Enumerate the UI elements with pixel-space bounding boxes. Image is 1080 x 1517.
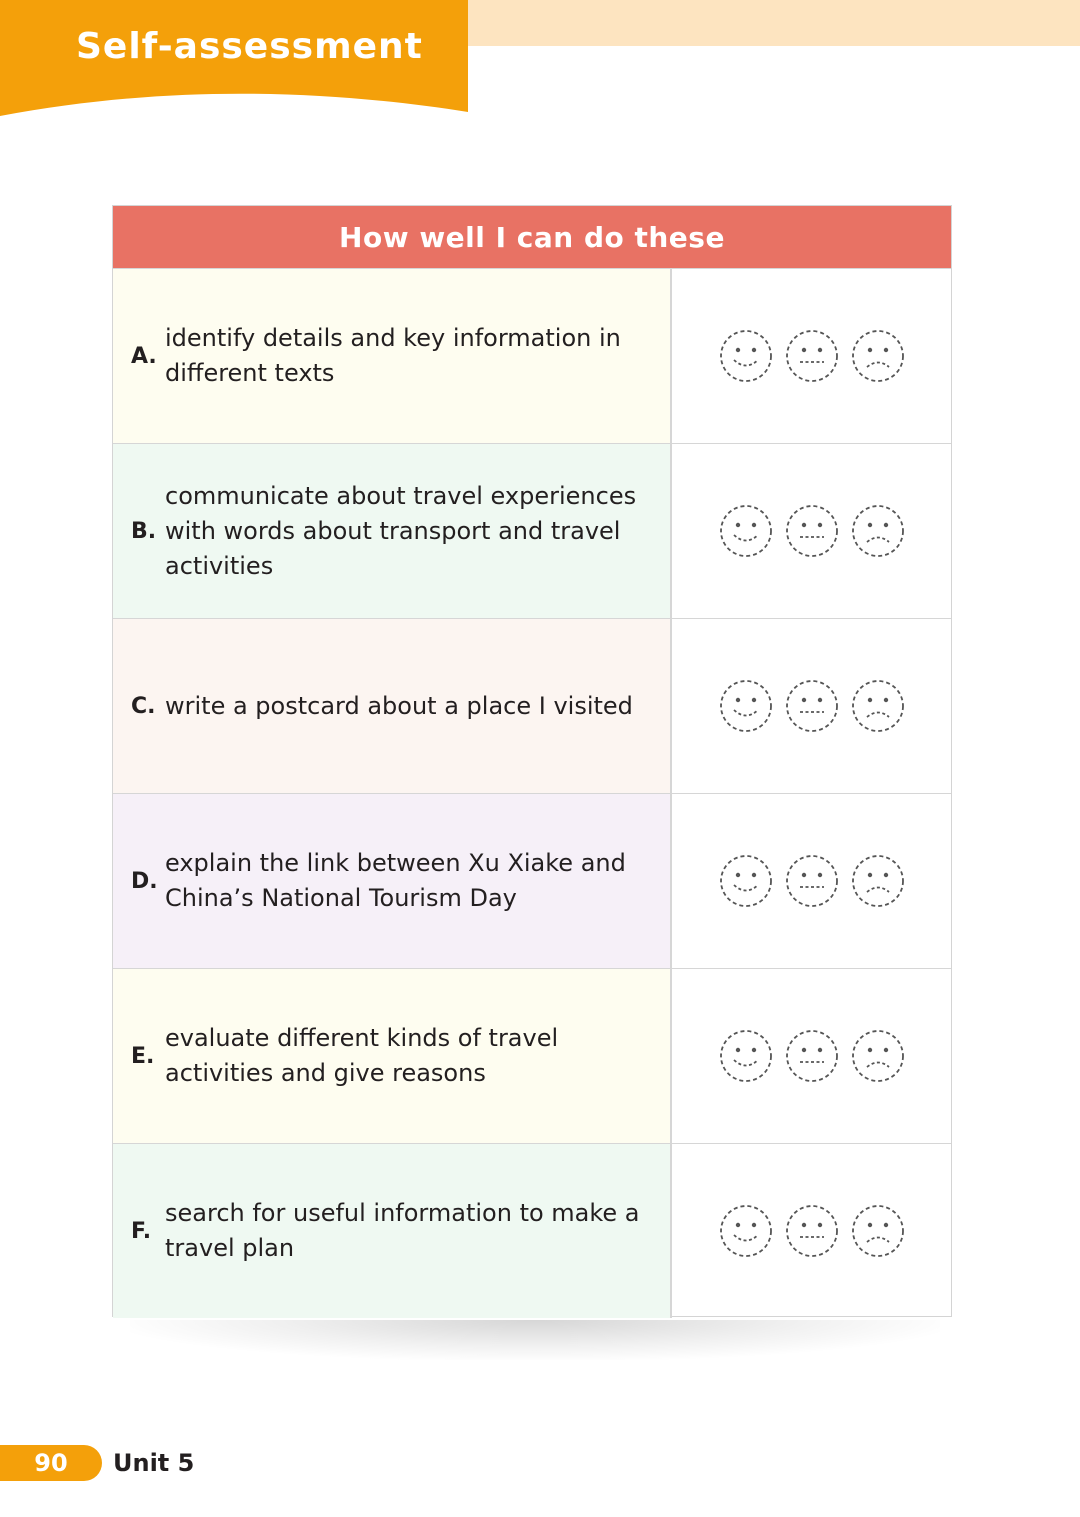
row-letter: C. [131, 693, 156, 719]
assessment-table [112, 205, 952, 1317]
sad-face-icon[interactable] [851, 1204, 905, 1258]
table-row [113, 268, 951, 443]
row-text: evaluate different kinds of travel activities and give reasons [165, 1024, 559, 1087]
row-item [113, 269, 672, 443]
row-text: write a postcard about a place I visited [165, 691, 633, 720]
sad-face-icon[interactable] [851, 1029, 905, 1083]
page-number: 90 [0, 1445, 102, 1481]
smiley-face-icon[interactable] [719, 679, 773, 733]
neutral-face-icon[interactable] [785, 679, 839, 733]
smiley-face-icon[interactable] [719, 329, 773, 383]
row-item [113, 794, 672, 968]
smiley-face-icon[interactable] [719, 504, 773, 558]
rating-faces [672, 794, 951, 968]
smiley-face-icon[interactable] [719, 1204, 773, 1258]
row-text: identify details and key information in different texts [165, 324, 621, 387]
rating-faces [672, 969, 951, 1143]
row-letter: B. [131, 518, 157, 544]
neutral-face-icon[interactable] [785, 1204, 839, 1258]
row-text: communicate about travel experiences with words about transport and travel activities [165, 481, 637, 580]
sad-face-icon[interactable] [851, 854, 905, 908]
smiley-face-icon[interactable] [719, 1029, 773, 1083]
row-item [113, 444, 672, 618]
neutral-face-icon[interactable] [785, 1029, 839, 1083]
rating-faces [672, 269, 951, 443]
sad-face-icon[interactable] [851, 679, 905, 733]
smiley-face-icon[interactable] [719, 854, 773, 908]
table-row [113, 443, 951, 618]
row-item [113, 969, 672, 1143]
row-letter: A. [131, 343, 157, 369]
neutral-face-icon[interactable] [785, 854, 839, 908]
title-banner [0, 0, 470, 120]
rating-faces [672, 444, 951, 618]
table-heading: How well I can do these [113, 206, 951, 268]
table-row [113, 618, 951, 793]
row-letter: D. [131, 868, 158, 894]
rating-faces [672, 619, 951, 793]
sad-face-icon[interactable] [851, 329, 905, 383]
row-letter: E. [131, 1043, 155, 1069]
table-row [113, 1143, 951, 1318]
top-band [468, 0, 1080, 46]
row-letter: F. [131, 1218, 152, 1244]
table-row [113, 968, 951, 1143]
row-item [113, 619, 672, 793]
table-shadow [130, 1320, 940, 1360]
unit-label: Unit 5 [113, 1449, 195, 1477]
neutral-face-icon[interactable] [785, 329, 839, 383]
row-text: search for useful information to make a travel plan [165, 1199, 640, 1262]
row-text: explain the link between Xu Xiake and China’s National Tourism Day [165, 849, 626, 912]
sad-face-icon[interactable] [851, 504, 905, 558]
table-row [113, 793, 951, 968]
rating-faces [672, 1144, 951, 1318]
neutral-face-icon[interactable] [785, 504, 839, 558]
row-item [113, 1144, 672, 1318]
page-title: Self-assessment [76, 26, 423, 67]
